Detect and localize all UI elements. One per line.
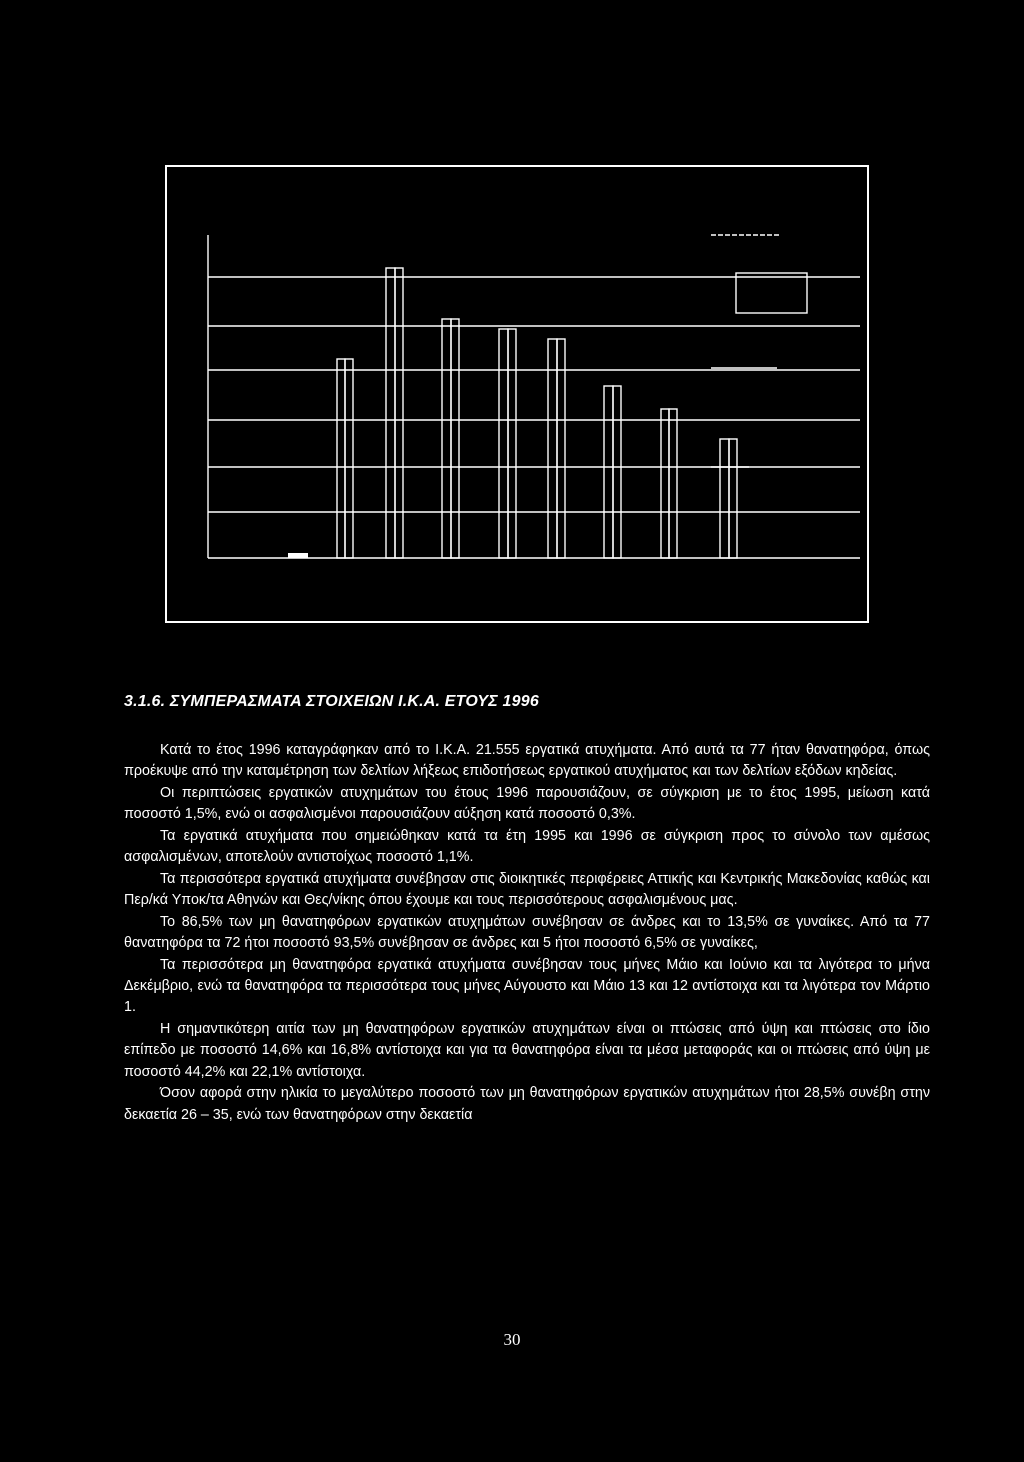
chart-legend-box bbox=[736, 273, 807, 313]
paragraph: Η σημαντικότερη αιτία των μη θανατηφόρων εργατικών ατυχημάτων είναι οι πτώσεις από ύψη και πτώσεις στο ίδιο επίπεδο με ποσοστό 14,6% και 16,8% αντίστοιχα και για τα θανατηφόρα είναι τα μέσα μεταφοράς και οι πτώσεις από ύψη με ποσοστό 44,2% και 22,1% αντίστοιχα. bbox=[124, 1020, 930, 1080]
chart-bar bbox=[345, 359, 353, 558]
chart-bar bbox=[442, 319, 451, 558]
paragraph: Τα εργατικά ατυχήματα που σημειώθηκαν κατά τα έτη 1995 και 1996 σε σύγκριση προς το σύνολο των αμέσως ασφαλισμένων, αποτελούν αντιστοίχως ποσοστό 1,1%. bbox=[124, 827, 930, 866]
chart-bar bbox=[499, 329, 508, 558]
chart-bar bbox=[451, 319, 459, 558]
chart-bar bbox=[548, 339, 557, 558]
chart-graphic bbox=[167, 167, 867, 621]
chart-bar bbox=[337, 359, 345, 558]
chart-bar bbox=[386, 268, 395, 558]
chart-bar bbox=[661, 409, 669, 558]
chart-bar bbox=[508, 329, 516, 558]
chart-bar bbox=[720, 439, 729, 558]
paragraph: Τα περισσότερα μη θανατηφόρα εργατικά ατυχήματα συνέβησαν τους μήνες Μάιο και Ιούνιο και τα λιγότερα το μήνα Δεκέμβριο, ενώ τα θανατηφόρα τα περισσότερα τους μήνες Αύγουστο και Μάιο 13 και 12 αντίστοιχα και τα λιγότερα τον Μάρτιο 1. bbox=[124, 956, 930, 1016]
chart-bar bbox=[669, 409, 677, 558]
chart-figure bbox=[165, 165, 869, 623]
chart-bar bbox=[604, 386, 613, 558]
paragraph: Το 86,5% των μη θανατηφόρων εργατικών ατυχημάτων συνέβησαν σε άνδρες και το 13,5% σε γυναίκες. Από τα 77 θανατηφόρα τα 72 ήτοι ποσοστό 93,5% συνέβησαν σε άνδρες και 5 ήτοι ποσοστό 6,5% σε γυναίκες, bbox=[124, 913, 930, 952]
chart-bar-small bbox=[288, 553, 308, 558]
page-number: 30 bbox=[503, 1330, 521, 1349]
paragraph: Οι περιπτώσεις εργατικών ατυχημάτων του έτους 1996 παρουσιάζουν, σε σύγκριση με το έτος 1995, μείωση κατά ποσοστό 1,5%, ενώ οι ασφαλισμένοι παρουσιάζουν αύξηση κατά ποσοστό 0,3%. bbox=[124, 784, 930, 823]
body-text bbox=[124, 740, 930, 1126]
chart-bar bbox=[613, 386, 621, 558]
paragraph: Τα περισσότερα εργατικά ατυχήματα συνέβησαν στις διοικητικές περιφέρειες Αττικής και Κεντρικής Μακεδονίας καθώς και Περ/κά Υποκ/τα Αθηνών και Θες/νίκης όπου έχουμε και τους περισσότερους ασφαλισμένους μας. bbox=[124, 870, 930, 909]
chart-bar bbox=[557, 339, 565, 558]
section-heading: 3.1.6. ΣΥΜΠΕΡΑΣΜΑΤΑ ΣΤΟΙΧΕΙΩΝ Ι.Κ.Α. ΕΤΟΥΣ 1996 bbox=[124, 693, 539, 710]
chart-bar bbox=[395, 268, 403, 558]
paragraph: Κατά το έτος 1996 καταγράφηκαν από το Ι.Κ.Α. 21.555 εργατικά ατυχήματα. Από αυτά τα 77 ήταν θανατηφόρα, όπως προέκυψε από την καταμέτρηση των δελτίων λήξεως επιδοτήσεως εργατικού ατυχήματος και των δελτίων εξόδων κηδείας. bbox=[124, 742, 930, 780]
chart-bar bbox=[729, 439, 737, 558]
paragraph: Όσον αφορά στην ηλικία το μεγαλύτερο ποσοστό των μη θανατηφόρων εργατικών ατυχημάτων ήτοι 28,5% συνέβη στην δεκαετία 26 – 35, ενώ των θανατηφόρων στην δεκαετία bbox=[124, 1085, 930, 1123]
